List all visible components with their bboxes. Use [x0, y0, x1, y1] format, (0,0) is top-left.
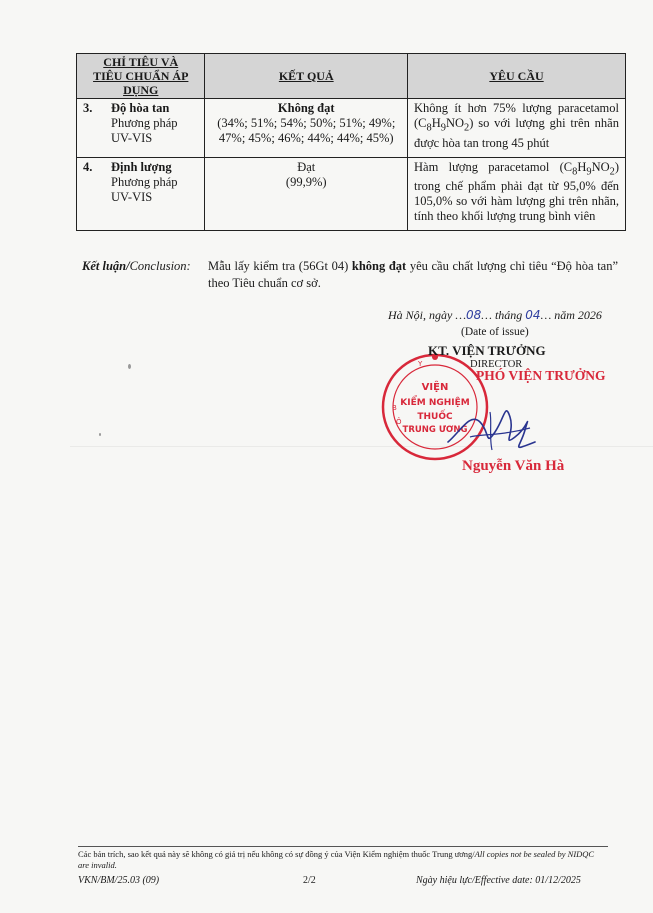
page-number: 2/2 — [303, 875, 316, 886]
stamp-rim-letter: Y — [418, 360, 423, 368]
stamp-line-2: KIỂM NGHIỆM — [400, 398, 470, 408]
signer-title-vn: KT. VIỆN TRƯỞNG — [428, 343, 546, 358]
conclusion-section — [82, 258, 622, 290]
conclusion-text: Mẫu lấy kiểm tra (56Gt 04) không đạt yêu cầu chất lượng chỉ tiêu “Độ hòa tan” theo Tiêu chuẩn cơ sở. — [208, 259, 619, 290]
result-title: Đạt — [297, 159, 316, 174]
date-of-issue-label: (Date of issue) — [461, 326, 529, 338]
stamp-rim-letter: B — [392, 404, 397, 412]
conclusion-label-en: Conclusion: — [129, 259, 191, 273]
requirement-cell: Hàm lượng paracetamol $(C_8H_9NO_2)$ trong chế phẩm phải đạt từ 95,0% đến 105,0% so với hàm lượng ghi trên nhãn, tính theo khối lượng trung bình viên — [408, 157, 626, 231]
criteria-name: Định lượng — [111, 159, 172, 174]
header-requirement: YÊU CẦU — [408, 54, 626, 99]
fold-line — [70, 446, 653, 447]
date-day-handwritten: 08 — [466, 308, 482, 322]
footer-divider — [78, 846, 608, 847]
conclusion-label: Kết luận/ — [82, 259, 130, 273]
result-cell — [205, 99, 408, 158]
paper-speck — [128, 364, 131, 369]
table-row — [77, 157, 626, 231]
handwritten-signature — [440, 392, 540, 456]
criteria-method: Phương pháp UV-VIS — [111, 116, 178, 145]
result-cell — [205, 157, 408, 231]
row-number: 3. — [77, 99, 108, 158]
row-number: 4. — [77, 157, 108, 231]
issue-date: Hà Nội, ngày …08… tháng 04… năm 2026 — [388, 308, 602, 322]
stamp-line-4: TRUNG ƯƠNG — [402, 425, 468, 435]
header-result: KẾT QUẢ — [205, 54, 408, 99]
requirement-cell: Không ít hơn 75% lượng paracetamol $(C_8H_9NO_2)$ so với lượng ghi trên nhãn được hòa tan trong 45 phút — [408, 99, 626, 158]
criteria-cell — [107, 157, 205, 231]
stamp-rim-letter: Ô — [396, 418, 402, 426]
stamp-line-1: VIỆN — [421, 382, 449, 393]
signer-name: Nguyễn Văn Hà — [462, 458, 565, 474]
signature-stroke — [490, 412, 492, 450]
date-month-handwritten: 04 — [525, 308, 541, 322]
criteria-name: Độ hòa tan — [111, 101, 170, 115]
criteria-cell — [107, 99, 205, 158]
signer-deputy-title: PHÓ VIỆN TRƯỞNG — [476, 368, 606, 383]
stamp-line-3: THUỐC — [417, 412, 453, 422]
footer-disclaimer: Các bản trích, sao kết quả này sẽ không có giá trị nếu không có sự đồng ý của Viện Kiểm nghiệm thuốc Trung ương/All copies not be sealed by NIDQC are invalid. — [78, 849, 595, 870]
paper-speck — [99, 433, 101, 436]
effective-date: Ngày hiệu lực/Effective date: 01/12/2025 — [416, 875, 581, 886]
results-table — [76, 53, 626, 231]
header-criteria: CHỈ TIÊU VÀ TIÊU CHUẨN ÁP DỤNG — [77, 54, 205, 99]
result-detail: (34%; 51%; 54%; 50%; 51%; 49%; 47%; 45%; 46%; 44%; 44%; 45%) — [217, 116, 396, 145]
form-code: VKN/BM/25.03 (09) — [78, 875, 160, 886]
table-header-row — [77, 54, 626, 99]
signer-title-en: DIRECTOR — [470, 359, 523, 370]
result-detail: (99,9%) — [285, 174, 327, 189]
table-row — [77, 99, 626, 158]
criteria-method: Phương pháp UV-VIS — [111, 174, 178, 204]
result-title: Không đạt — [277, 101, 335, 115]
